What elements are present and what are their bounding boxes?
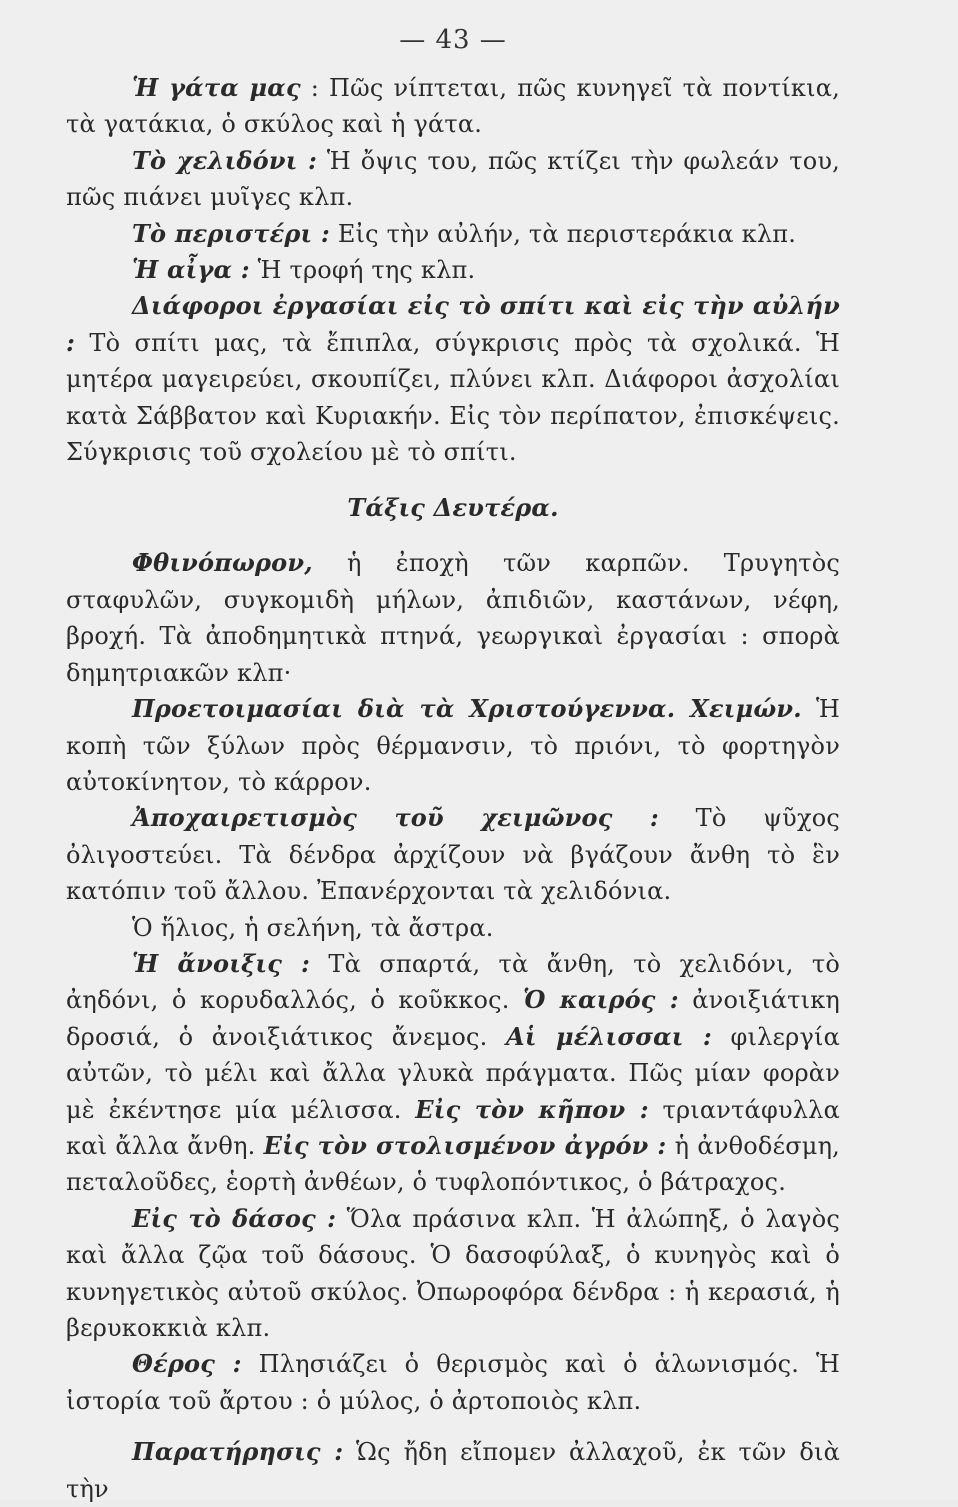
- run-in-heading: Ἡ αἶγα :: [132, 255, 250, 285]
- paragraph-text: Πλησιάζει ὁ θερισμὸς καὶ ὁ ἁλωνισμός. Ἡ ἱστορία τοῦ ἄρτου : ὁ μύλος, ὁ ἀρτοποιὸς κλπ.: [66, 1350, 840, 1415]
- run-in-heading: Διάφοροι ἐργασίαι εἰς τὸ σπίτι καὶ εἰς τὴν αὐλήν :: [66, 291, 840, 357]
- run-in-heading: Παρατήρησις :: [132, 1437, 344, 1467]
- paragraph-text: : Πῶς νίπτεται, πῶς κυνηγεῖ τὰ ποντίκια, τὰ γατάκια, ὁ σκύλος καὶ ἡ γάτα.: [66, 74, 840, 139]
- run-in-heading: Ἀποχαιρετισμὸς τοῦ χειμῶνος :: [132, 803, 659, 833]
- paragraph-cat: [66, 70, 840, 143]
- paragraph-remark: [66, 1434, 840, 1507]
- run-in-heading: Ἡ γάτα μας: [132, 73, 301, 102]
- body-text: [66, 70, 840, 1507]
- paragraph-text: Ὡς ἤδη εἴπομεν ἀλλαχοῦ, ἐκ τῶν διὰ τὴν: [66, 1438, 840, 1503]
- run-in-heading: Τὸ περιστέρι :: [132, 218, 330, 248]
- paragraph-house-work: [66, 288, 840, 470]
- run-in-heading: Θέρος :: [132, 1349, 242, 1379]
- run-in-heading: Ἡ ἄνοιξις :: [132, 948, 311, 978]
- paragraph-text: Ὁ ἥλιος, ἡ σελήνη, τὰ ἄστρα.: [132, 913, 494, 942]
- run-in-heading: Ὁ καιρός :: [523, 985, 679, 1015]
- paragraph-text: φιλεργία αὐτῶν, τὸ μέλι καὶ ἄλλα γλυκὰ πράγματα. Πῶς μίαν φορὰν μὲ ἐκέντησε μία μέλισσα.: [66, 1022, 840, 1124]
- paragraph-text: Ἡ ὄψις του, πῶς κτίζει τὴν φωλεάν του, πῶς πιάνει μυῖγες κλπ.: [66, 146, 841, 212]
- paragraph-text: ἡ ἀνθοδέσμη, πεταλοῦδες, ἑορτὴ ἀνθέων, ὁ τυφλοπόντικος, ὁ βάτραχος.: [66, 1131, 840, 1197]
- page-number: — 43 —: [399, 25, 507, 55]
- paragraph-sun-moon-stars: [66, 910, 840, 946]
- paragraph-forest: [66, 1201, 840, 1347]
- paragraph-text: Ὅλα πράσινα κλπ. Ἡ ἀλώπηξ, ὁ λαγὸς καὶ ἄλλα ζῷα τοῦ δάσους. Ὁ δασοφύλαξ, ὁ κυνηγὸς καὶ ὁ κυνηγετικὸς αὐτοῦ σκύλος. Ὀπωροφόρα δένδρα : ἡ κερασιά, ἡ βερυκοκκιὰ κλπ.: [66, 1204, 840, 1342]
- paragraph-farewell-winter: [66, 800, 840, 909]
- paragraph-text: Εἰς τὴν αὐλήν, τὰ περιστεράκια κλπ.: [329, 219, 797, 248]
- paragraph-spring: [66, 946, 840, 1201]
- run-in-heading: Αἱ μέλισσαι :: [506, 1021, 712, 1051]
- run-in-heading: Εἰς τὸ δάσος :: [132, 1203, 337, 1233]
- section-heading: Τάξις Δευτέρα.: [347, 493, 559, 523]
- paragraph-christmas-winter: [66, 691, 840, 800]
- paragraph-text: Τὸ ψῦχος ὀλιγοστεύει. Τὰ δένδρα ἀρχίζουν νὰ βγάζουν ἄνθη τὸ ἓν κατόπιν τοῦ ἄλλου. Ἐπανέρχονται τὰ χελιδόνια.: [66, 804, 840, 906]
- paragraph-goat: [66, 252, 840, 288]
- run-in-heading: Εἰς τὸν στολισμένον ἀγρόν :: [263, 1130, 667, 1160]
- run-in-heading: Φθινόπωρον,: [132, 548, 313, 578]
- paragraph-summer: [66, 1346, 840, 1419]
- paragraph-text: Ἡ κοπὴ τῶν ξύλων πρὸς θέρμανσιν, τὸ πριόνι, τὸ φορτηγὸν αὐτοκίνητον, τὸ κάρρον.: [66, 695, 840, 796]
- run-in-heading: Προετοιμασίαι διὰ τὰ Χριστούγεννα. Χειμών.: [132, 694, 802, 724]
- paragraph-text: τριαντάφυλλα καὶ ἄλλα ἄνθη.: [66, 1095, 840, 1160]
- paragraph-text: ἡ ἐποχὴ τῶν καρπῶν. Τρυγητὸς σταφυλῶν, συγκομιδὴ μήλων, ἀπιδιῶν, καστάνων, νέφη, βροχή. Τὰ ἀποδημητικὰ πτηνά, γεωργικαὶ ἐργασίαι : σπορὰ δημητριακῶν κλπ·: [66, 549, 840, 687]
- paragraph-pigeon: [66, 216, 840, 252]
- paragraph-text: ἀνοιξιάτικη δροσιά, ὁ ἀνοιξιάτικος ἄνεμος.: [66, 986, 841, 1051]
- run-in-heading: Τὸ χελιδόνι :: [132, 145, 318, 175]
- paragraph-text: Τὰ σπαρτά, τὰ ἄνθη, τὸ χελιδόνι, τὸ ἀηδόνι, ὁ κορυδαλλός, ὁ κοῦκκος.: [66, 949, 840, 1015]
- paragraph-text: Τὸ σπίτι μας, τὰ ἔπιπλα, σύγκρισις πρὸς τὰ σχολικά. Ἡ μητέρα μαγειρεύει, σκουπίζει, πλύνει κλπ. Διάφοροι ἀσχολίαι κατὰ Σάββατον καὶ Κυριακήν. Εἰς τὸν περίπατον, ἐπισκέψεις. Σύγκρισις τοῦ σχολείου μὲ τὸ σπίτι.: [66, 328, 840, 467]
- run-in-heading: Εἰς τὸν κῆπον :: [415, 1094, 649, 1124]
- paragraph-swallow: [66, 143, 840, 216]
- paragraph-text: Ἡ τροφή της κλπ.: [249, 256, 476, 285]
- paragraph-autumn: [66, 545, 840, 691]
